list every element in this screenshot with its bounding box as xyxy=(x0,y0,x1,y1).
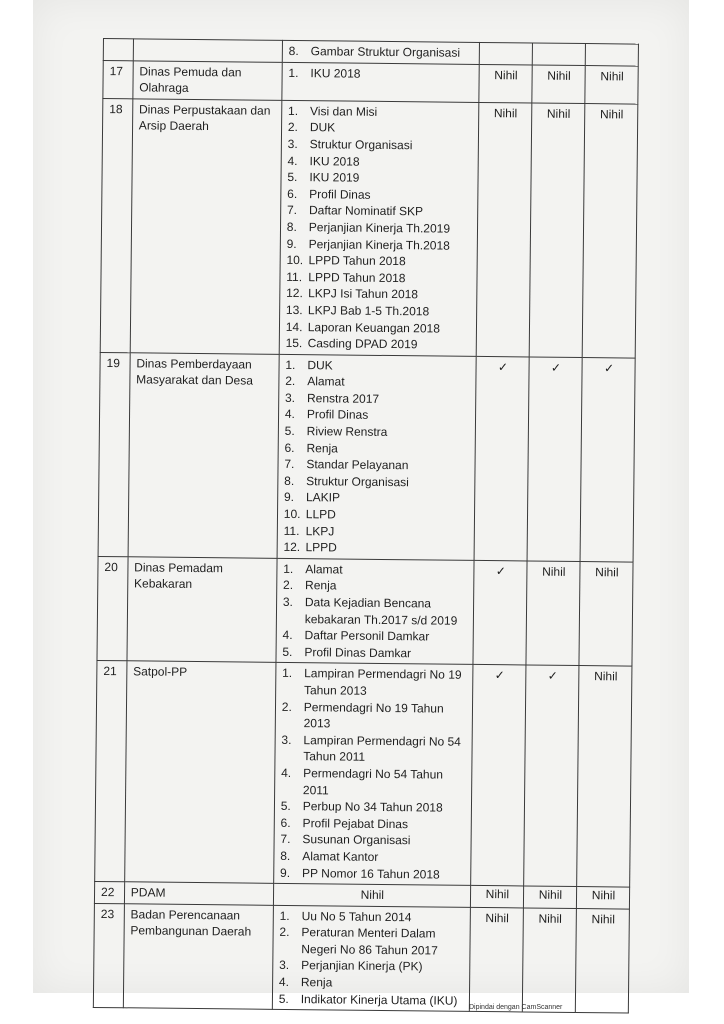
list-item-number: 4. xyxy=(284,407,295,422)
agency-name: PDAM xyxy=(124,882,273,905)
list-item-text: Perjanjian Kinerja Th.2018 xyxy=(308,236,450,253)
status-column-3 xyxy=(585,44,638,66)
list-item xyxy=(279,924,464,959)
list-item-number: 10. xyxy=(283,506,301,522)
list-item-number: 15. xyxy=(285,336,303,351)
status-column-2: Nihil xyxy=(523,886,576,908)
status-column-1: ✓ xyxy=(474,356,529,561)
list-item xyxy=(283,561,468,580)
list-item-number: 2. xyxy=(279,925,290,940)
status-column-1: ✓ xyxy=(470,665,525,886)
list-item-number: 5. xyxy=(287,170,298,185)
list-item-text: LLPD xyxy=(305,507,336,522)
list-item-number: 3. xyxy=(282,594,294,610)
list-item-text: Perjanjian Kinerja Th.2019 xyxy=(308,220,451,236)
row-number: 23 xyxy=(93,903,124,1008)
status-column-2: Nihil xyxy=(532,65,585,104)
status-column-1: Nihil xyxy=(479,64,532,103)
agency-name: Dinas Pemuda dan Olahraga xyxy=(133,60,282,100)
list-item-text: LKPJ Isi Tahun 2018 xyxy=(308,286,419,302)
list-item-text: DUK xyxy=(307,357,333,373)
list-item xyxy=(283,577,468,596)
table-row xyxy=(97,556,633,666)
list-item-number: 4. xyxy=(282,628,293,643)
list-item-number: 10. xyxy=(286,253,304,268)
list-item xyxy=(284,506,469,525)
row-number: 22 xyxy=(94,882,124,904)
list-item-text: Profil Pejabat Dinas xyxy=(302,815,409,831)
list-item xyxy=(285,390,470,409)
list-item-number: 3. xyxy=(279,958,290,973)
status-column-2: ✓ xyxy=(524,665,579,886)
agency-name: Badan Perencanaan Pembangunan Daerah xyxy=(123,903,273,1009)
list-item-text: Riview Renstra xyxy=(306,424,388,440)
list-item-number: 14. xyxy=(285,319,303,334)
status-column-2: Nihil xyxy=(526,561,580,666)
row-number xyxy=(103,39,133,61)
list-item-number: 2. xyxy=(281,699,292,714)
list-item-text: Susunan Organisasi xyxy=(302,832,411,848)
list-item-number: 7. xyxy=(284,457,295,472)
document-list xyxy=(288,65,473,84)
agency-name: Dinas Perpustakaan dan Arsip Daerah xyxy=(130,99,282,354)
list-item-text: Perjanjian Kinerja (PK) xyxy=(301,958,423,974)
document-list xyxy=(280,665,467,883)
document-list xyxy=(289,43,474,62)
list-item-number: 1. xyxy=(282,666,293,681)
row-number: 20 xyxy=(97,556,128,661)
agency-name xyxy=(133,39,282,62)
list-item-number: 4. xyxy=(278,974,290,990)
list-item-number: 2. xyxy=(287,120,298,135)
list-item-number: 5. xyxy=(282,644,293,659)
list-item-number: 8. xyxy=(288,43,299,59)
list-item-text: Renstra 2017 xyxy=(306,391,380,406)
list-item-number: 11. xyxy=(283,523,300,538)
list-item-number: 1. xyxy=(287,103,299,118)
row-number: 18 xyxy=(100,98,132,352)
list-item-text: Struktur Organisasi xyxy=(306,473,409,490)
list-item xyxy=(286,318,471,337)
agency-name: Dinas Pemberdayaan Masyarakat dan Desa xyxy=(128,352,279,558)
document-list-cell xyxy=(272,905,470,1012)
list-item-number: 9. xyxy=(283,490,295,505)
list-item xyxy=(282,698,467,733)
list-item-text: Daftar Personil Damkar xyxy=(304,628,430,644)
list-item-number: 2. xyxy=(283,578,294,593)
list-item xyxy=(286,335,471,354)
list-item-text: Casding DPAD 2019 xyxy=(307,336,418,352)
status-column-2: Nihil xyxy=(522,908,576,1013)
document-list-cell xyxy=(273,663,472,886)
document-list xyxy=(279,908,465,1009)
list-item-text: LAKIP xyxy=(305,490,341,505)
document-list xyxy=(283,357,470,558)
document-list xyxy=(282,561,468,662)
document-list-cell xyxy=(282,40,479,64)
row-number: 17 xyxy=(103,60,133,98)
list-item-text: Daftar Nominatif SKP xyxy=(308,203,424,219)
list-item xyxy=(288,65,473,84)
status-column-1: Nihil xyxy=(469,907,523,1012)
list-item-text: LKPJ Bab 1-5 Th.2018 xyxy=(307,303,430,319)
list-item-text: Gambar Struktur Organisasi xyxy=(310,44,461,60)
list-item-text: Renja xyxy=(300,975,333,990)
list-item xyxy=(287,186,472,205)
list-item-number: 11. xyxy=(286,269,303,284)
list-item xyxy=(288,136,473,155)
list-item-number: 3. xyxy=(281,732,292,747)
table-body xyxy=(93,39,638,1014)
list-item-text: Alamat Kantor xyxy=(302,849,379,864)
list-item-number: 12. xyxy=(286,286,303,301)
list-item-text: Profil Dinas xyxy=(306,407,369,423)
status-column-3: Nihil xyxy=(579,561,633,666)
list-item xyxy=(282,644,467,663)
list-item xyxy=(281,732,466,767)
list-item-number: 3. xyxy=(284,390,296,405)
list-item-number: 12. xyxy=(283,540,301,555)
table-row xyxy=(103,60,638,104)
list-item xyxy=(283,539,468,558)
status-column-3: ✓ xyxy=(580,357,635,562)
list-item-text: Lampiran Permendagri No 54 Tahun 2011 xyxy=(303,732,461,765)
list-item-text: Alamat xyxy=(305,561,343,577)
list-item-text: Data Kejadian Bencana kebakaran Th.2017 s/d 2019 xyxy=(304,595,458,628)
list-item-text: Renja xyxy=(305,578,337,593)
list-item-number: 3. xyxy=(287,136,298,152)
list-item-text: Standar Pelayanan xyxy=(306,457,409,473)
list-item xyxy=(285,406,470,425)
list-item xyxy=(286,302,471,321)
list-item-text: Visi dan Misi xyxy=(309,103,378,119)
list-item xyxy=(288,119,473,138)
list-item-text: LKPJ xyxy=(305,523,335,539)
list-item-number: 5. xyxy=(280,799,291,814)
list-item-number: 7. xyxy=(286,203,298,218)
list-item xyxy=(286,285,471,304)
status-column-3: Nihil xyxy=(585,65,638,104)
list-item xyxy=(279,957,464,976)
document-table xyxy=(93,38,639,1014)
document-list xyxy=(286,103,474,354)
list-item xyxy=(281,798,466,817)
list-item xyxy=(282,627,467,646)
list-item-text: Peraturan Menteri Dalam Negeri No 86 Tahun 2017 xyxy=(301,925,438,958)
list-item xyxy=(279,991,464,1010)
list-item-number: 1. xyxy=(283,561,294,576)
list-item xyxy=(282,665,467,700)
scanner-watermark: Dipindai dengan CamScanner xyxy=(469,1004,563,1011)
list-item xyxy=(280,864,465,883)
list-item xyxy=(287,169,472,188)
list-item-text: DUK xyxy=(309,120,336,135)
list-item xyxy=(287,219,472,238)
list-item-text: IKU 2018 xyxy=(310,65,361,81)
list-item xyxy=(288,103,473,122)
list-item-number: 6. xyxy=(287,186,298,201)
list-item xyxy=(289,43,474,62)
list-item xyxy=(285,423,470,442)
list-item-number: 1. xyxy=(288,65,299,80)
list-item xyxy=(281,815,466,834)
document-status: Nihil xyxy=(360,887,385,903)
document-list-cell xyxy=(276,558,474,665)
list-item-text: Profil Dinas Damkar xyxy=(304,644,412,661)
list-item-text: IKU 2018 xyxy=(309,153,360,169)
list-item xyxy=(284,523,469,542)
status-column-1: ✓ xyxy=(473,560,527,665)
document-list-cell xyxy=(282,62,479,102)
list-item-number: 9. xyxy=(286,236,297,251)
list-item-text: Permendagri No 54 Tahun 2011 xyxy=(302,766,444,797)
list-item-number: 5. xyxy=(278,991,289,1006)
list-item-number: 13. xyxy=(285,302,303,318)
list-item-text: LPPD Tahun 2018 xyxy=(308,269,406,285)
list-item xyxy=(284,440,469,459)
document-list-cell xyxy=(273,883,470,907)
list-item xyxy=(287,153,472,172)
list-item-number: 5. xyxy=(284,423,295,439)
list-item xyxy=(287,235,472,254)
list-item-number: 6. xyxy=(280,815,291,830)
list-item-number: 6. xyxy=(284,440,295,455)
list-item-text: Profil Dinas xyxy=(309,186,371,202)
status-column-1 xyxy=(479,42,532,64)
status-column-2: ✓ xyxy=(527,357,582,562)
list-item-text: IKU 2019 xyxy=(309,170,360,185)
list-item xyxy=(284,489,469,508)
agency-name: Satpol-PP xyxy=(124,661,275,883)
list-item-text: Permendagri No 19 Tahun 2013 xyxy=(303,699,444,731)
list-item-number: 9. xyxy=(280,865,291,880)
list-item-number: 8. xyxy=(284,473,295,488)
list-item xyxy=(286,252,471,271)
list-item-number: 8. xyxy=(286,219,297,234)
list-item-text: Laporan Keuangan 2018 xyxy=(307,319,440,336)
document-list-cell xyxy=(277,354,476,560)
agency-name: Dinas Pemadam Kebakaran xyxy=(127,557,277,663)
table-row xyxy=(93,903,629,1013)
list-item-number: 4. xyxy=(287,153,298,168)
list-item-text: Struktur Organisasi xyxy=(309,137,413,153)
list-item xyxy=(285,373,470,392)
table-row xyxy=(95,661,632,887)
list-item xyxy=(284,456,469,475)
status-column-3: Nihil xyxy=(576,887,629,909)
list-item xyxy=(286,269,471,288)
list-item xyxy=(280,848,465,867)
list-item-text: Lampiran Permendagri No 19 Tahun 2013 xyxy=(303,666,462,698)
list-item-number: 1. xyxy=(285,357,296,372)
status-column-2 xyxy=(532,43,585,65)
list-item-text: LPPD Tahun 2018 xyxy=(308,253,406,269)
status-column-3: Nihil xyxy=(575,908,629,1013)
status-column-1: Nihil xyxy=(476,102,532,356)
list-item xyxy=(283,594,468,629)
list-item-text: Renja xyxy=(306,440,338,456)
status-column-3: Nihil xyxy=(577,666,632,887)
list-item xyxy=(285,357,470,376)
list-item-text: Alamat xyxy=(307,374,345,389)
list-item-number: 7. xyxy=(280,832,291,847)
list-item-text: Perbup No 34 Tahun 2018 xyxy=(302,799,443,815)
list-item-number: 1. xyxy=(279,908,290,923)
status-column-2: Nihil xyxy=(529,103,585,357)
list-item-text: PP Nomor 16 Tahun 2018 xyxy=(302,865,440,882)
table-row xyxy=(98,352,635,562)
status-column-1: Nihil xyxy=(470,885,523,907)
table-row xyxy=(100,98,638,357)
list-item xyxy=(287,202,472,221)
list-item xyxy=(279,974,464,993)
list-item-text: Indikator Kinerja Utama (IKU) xyxy=(300,991,458,1008)
list-item xyxy=(284,473,469,492)
list-item xyxy=(281,765,466,800)
list-item-text: LPPD xyxy=(305,540,337,555)
row-number: 21 xyxy=(95,661,127,882)
list-item-number: 8. xyxy=(280,848,291,863)
row-number: 19 xyxy=(98,352,130,556)
status-column-3: Nihil xyxy=(582,103,638,357)
document-list-cell xyxy=(279,100,479,356)
list-item-number: 4. xyxy=(281,765,292,780)
list-item-number: 2. xyxy=(285,374,296,389)
list-item xyxy=(280,908,465,927)
list-item-text: Uu No 5 Tahun 2014 xyxy=(301,908,412,924)
list-item xyxy=(280,831,465,850)
